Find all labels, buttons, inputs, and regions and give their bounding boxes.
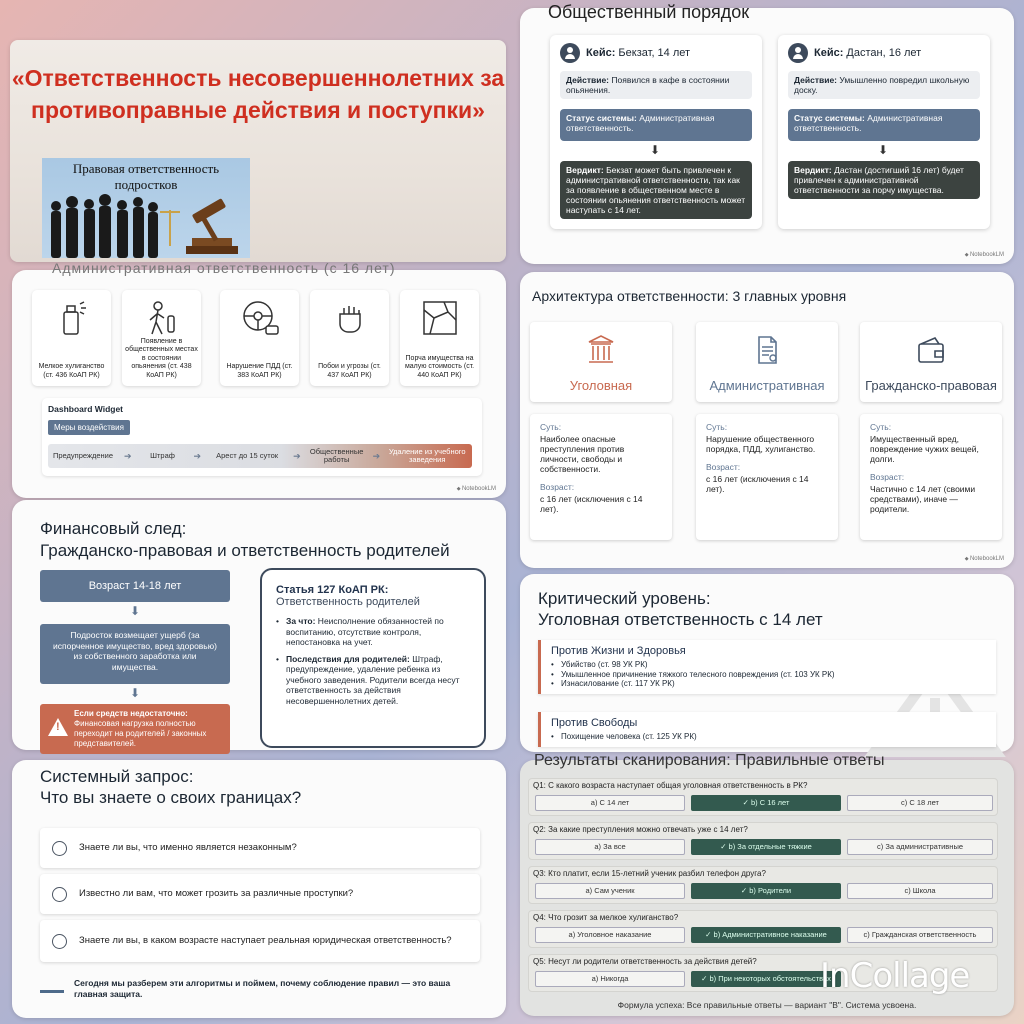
quiz-question: Q5: Несут ли родители ответственность за действия детей? a) Никогда ✓ b) При некоторых обстоятельствах <box>528 954 998 992</box>
level-civil: Гражданско-правовая Суть: Имущественный вред, повреждение чужих вещей, долги. Возраст: Частично с 14 лет (своими средствами), иначе — родители. <box>860 322 1002 540</box>
illustration-caption: Правовая ответственность подростков <box>72 161 220 192</box>
level-name: Административная <box>709 378 825 393</box>
correct-answer-option[interactable]: ✓ b) Административное наказание <box>691 927 841 943</box>
user-icon <box>560 43 580 63</box>
brand-label: ◆ NotebookLM <box>965 252 1004 258</box>
correct-answer-option[interactable]: ✓ b) За отдельные тяжкие <box>691 839 841 855</box>
financial-slide <box>12 500 506 750</box>
radio-button[interactable] <box>52 887 67 902</box>
answer-option[interactable]: a) Никогда <box>535 971 685 987</box>
answer-option[interactable]: a) С 14 лет <box>535 795 685 811</box>
spray-icon <box>52 298 92 338</box>
level-age: с 16 лет (исключения с 14 лет). <box>540 494 643 514</box>
compensation-box: Подросток возмещает ущерб (за испорченное имущество, вред здоровью) из собственного заработка или имущества. <box>40 624 230 684</box>
step-label: Штраф <box>150 451 175 460</box>
widget-title: Dashboard Widget <box>48 404 124 414</box>
case-title: Бекзат, 14 лет <box>615 47 691 59</box>
fist-icon <box>330 298 370 338</box>
step-label: Предупреждение <box>52 451 114 460</box>
level-criminal: Уголовная Суть: Наиболее опасные преступления против личности, свободы и собственности. Возраст: с 16 лет (исключения с 14 лет). <box>530 322 672 540</box>
drunk-person-icon <box>142 298 182 338</box>
arrow-right-icon: ➔ <box>372 451 381 461</box>
quiz-question: Q1: С какого возраста наступает общая уголовная ответственность в РК? a) С 14 лет ✓ b) С 16 лет c) С 18 лет <box>528 778 998 816</box>
case-action: Действие: Появился в кафе в состоянии опьянения. <box>560 71 752 99</box>
arrow-right-icon: ➔ <box>124 451 132 461</box>
answer-option[interactable]: c) Школа <box>847 883 993 899</box>
slide-title: Общественный порядок <box>548 2 750 22</box>
article-bullet: • За что: Неисполнение обязанностей по воспитанию, отсутствие контроля, непостановка на учет. <box>276 616 470 648</box>
column-icon <box>585 334 617 366</box>
dashboard-widget <box>42 398 482 476</box>
offense-label: Мелкое хулиганство (ст. 436 КоАП РК) <box>38 363 105 379</box>
crime-item: • Изнасилование (ст. 117 УК РК) <box>551 679 986 689</box>
level-essence: Наиболее опасные преступления против личности, свободы и собственности. <box>540 434 625 474</box>
offense-card <box>400 290 479 386</box>
crime-section <box>538 640 996 694</box>
case-label: Кейс: <box>586 47 616 59</box>
user-icon <box>788 43 808 63</box>
warning-box: ! Если средств недостаточно: Финансовая нагрузка полностью переходит на родителей / законных представителей. <box>40 704 230 754</box>
brand-label: ◆ NotebookLM <box>965 556 1004 562</box>
success-formula: Формула успеха: Все правильные ответы — вариант "B". Система усвоена. <box>617 1000 917 1010</box>
public-order-slide <box>520 2 1014 264</box>
answers-slide <box>520 752 1014 1016</box>
arrow-down-icon: ⬇ <box>130 604 141 618</box>
case-verdict: Вердикт: Бекзат может быть привлечен к административной ответственности, так как за появление в общественном месте в состоянии опьянения ответственность может наступать с 14 лет. <box>560 161 752 219</box>
level-essence: Имущественный вред, повреждение чужих вещей, долги. <box>870 434 979 464</box>
level-age: Частично с 14 лет (своими средствами), иначе — родители. <box>870 484 976 514</box>
answer-option[interactable]: a) Уголовное наказание <box>535 927 685 943</box>
quiz-question: Q2: За какие преступления можно отвечать уже с 14 лет? a) За все ✓ b) За отдельные тяжкие c) За административные <box>528 822 998 860</box>
section-title: Против Свободы <box>551 717 638 729</box>
correct-answer-option[interactable]: ✓ b) При некоторых обстоятельствах <box>691 971 841 987</box>
steering-wheel-icon <box>240 298 280 338</box>
quiz-question: Q3: Кто платит, если 15-летний ученик разбил телефон друга? a) Сам ученик ✓ b) Родители c) Школа <box>528 866 998 904</box>
correct-answer-option[interactable]: ✓ b) С 16 лет <box>691 795 841 811</box>
answer-option[interactable]: c) Гражданская ответственность <box>847 927 993 943</box>
architecture-slide <box>520 272 1014 568</box>
case-verdict: Вердикт: Дастан (достигший 16 лет) будет привлечен к административной ответственности за порчу имущества. <box>788 161 980 199</box>
measures-progression <box>48 444 472 468</box>
offense-card <box>220 290 299 386</box>
arrow-down-icon: ⬇ <box>650 143 661 157</box>
step-label: Удаление из учебного заведения <box>388 447 466 464</box>
article-bullet: • Последствия для родителей: Штраф, предупреждение, удаление ребенка из учебного заведения. Родители всегда несут ответственность за действия несовершеннолетних детей. <box>276 654 470 707</box>
radio-button[interactable] <box>52 841 67 856</box>
level-administrative: Административная Суть: Нарушение общественного порядка, ПДД, хулиганство. Возраст: с 16 лет (исключения с 14 лет). <box>696 322 838 540</box>
radio-button[interactable] <box>52 934 67 949</box>
slide-title: Результаты сканирования: Правильные ответы <box>534 752 885 769</box>
level-name: Гражданско-правовая <box>865 378 997 393</box>
answer-option[interactable]: a) За все <box>535 839 685 855</box>
question-option[interactable]: Знаете ли вы, в каком возрасте наступает реальная юридическая ответственность? <box>40 920 480 962</box>
correct-answer-option[interactable]: ✓ b) Родители <box>691 883 841 899</box>
case-title: Дастан, 16 лет <box>843 47 922 59</box>
crime-item: • Похищение человека (ст. 125 УК РК) <box>551 732 986 742</box>
administrative-slide <box>12 260 506 498</box>
offense-label: Нарушение ПДД (ст. 383 КоАП РК) <box>226 363 293 379</box>
arrow-right-icon: ➔ <box>293 451 301 461</box>
level-essence: Нарушение общественного порядка, ПДД, хулиганство. <box>706 434 816 454</box>
question-option[interactable]: Знаете ли вы, что именно является незаконным? <box>40 828 480 868</box>
answer-option[interactable]: c) За административные <box>847 839 993 855</box>
offense-card <box>122 290 201 386</box>
slide-title: Архитектура ответственности: 3 главных уровня <box>532 288 847 304</box>
offense-label: Появление в общественных местах в состоянии опьянения (ст. 438 КоАП РК) <box>125 337 198 379</box>
offense-label: Побои и угрозы (ст. 437 КоАП РК) <box>318 363 381 379</box>
presentation-title: «Ответственность несовершеннолетних за противоправные действия и поступки» <box>11 65 505 123</box>
level-age: с 16 лет (исключения с 14 лет). <box>706 474 809 494</box>
case-status: Статус системы: Административная ответственность. <box>560 109 752 141</box>
arrow-down-icon: ⬇ <box>130 686 141 700</box>
offense-card <box>32 290 111 386</box>
slide-title: Системный запрос: Что вы знаете о своих границах? <box>40 767 302 807</box>
system-query-slide <box>12 760 506 1018</box>
age-box: Возраст 14-18 лет <box>40 570 230 602</box>
section-title: Против Жизни и Здоровья <box>551 645 686 657</box>
crime-section <box>538 712 996 747</box>
arrow-down-icon: ⬇ <box>878 143 889 157</box>
wallet-icon <box>915 334 947 366</box>
slide-title: Финансовый след: Гражданско-правовая и ответственность родителей <box>40 519 450 560</box>
article-box <box>260 568 486 748</box>
article-title: Статья 127 КоАП РК: <box>276 584 389 596</box>
criminal-slide <box>520 574 1014 752</box>
step-label: Арест до 15 суток <box>216 451 279 460</box>
question-option[interactable]: Известно ли вам, что может грозить за различные проступки? <box>40 874 480 914</box>
footer-note: Сегодня мы разберем эти алгоритмы и поймем, почему соблюдение правил — это ваша главная защита. <box>40 978 480 1000</box>
title-illustration <box>42 158 250 258</box>
case-card <box>778 35 990 229</box>
crime-item: • Убийство (ст. 98 УК РК) <box>551 660 986 670</box>
widget-tag: Меры воздействия <box>48 420 130 435</box>
slide-title: Критический уровень: Уголовная ответственность с 14 лет <box>538 589 823 629</box>
level-name: Уголовная <box>569 378 633 393</box>
answer-option[interactable]: a) Сам ученик <box>535 883 685 899</box>
case-status: Статус системы: Административная ответственность. <box>788 109 980 141</box>
offense-label: Порча имущества на малую стоимость (ст. 440 КоАП РК) <box>404 354 475 379</box>
article-subtitle: Ответственность родителей <box>276 596 420 608</box>
crime-item: • Умышленное причинение тяжкого телесного повреждения (ст. 103 УК РК) <box>551 670 986 680</box>
broken-glass-icon <box>420 298 460 338</box>
arrow-right-icon: ➔ <box>193 451 202 461</box>
case-action: Действие: Умышленно повредил школьную доску. <box>788 71 980 99</box>
quiz-question: Q4: Что грозит за мелкое хулиганство? a) Уголовное наказание ✓ b) Административное наказание c) Гражданская ответственность <box>528 910 998 948</box>
slide-title: Административная ответственность (с 16 лет) <box>52 260 396 276</box>
step-label: Общественные работы <box>309 447 364 464</box>
warning-icon <box>48 718 68 736</box>
offense-card <box>310 290 389 386</box>
incollage-watermark: InCollage <box>820 956 970 996</box>
case-label: Кейс: <box>814 47 844 59</box>
brand-label: ◆ NotebookLM <box>457 486 496 492</box>
document-icon <box>751 334 783 366</box>
silhouettes-and-gavel-icon <box>42 190 250 258</box>
case-card <box>550 35 762 229</box>
title-slide <box>10 40 506 262</box>
answer-option[interactable]: c) С 18 лет <box>847 795 993 811</box>
